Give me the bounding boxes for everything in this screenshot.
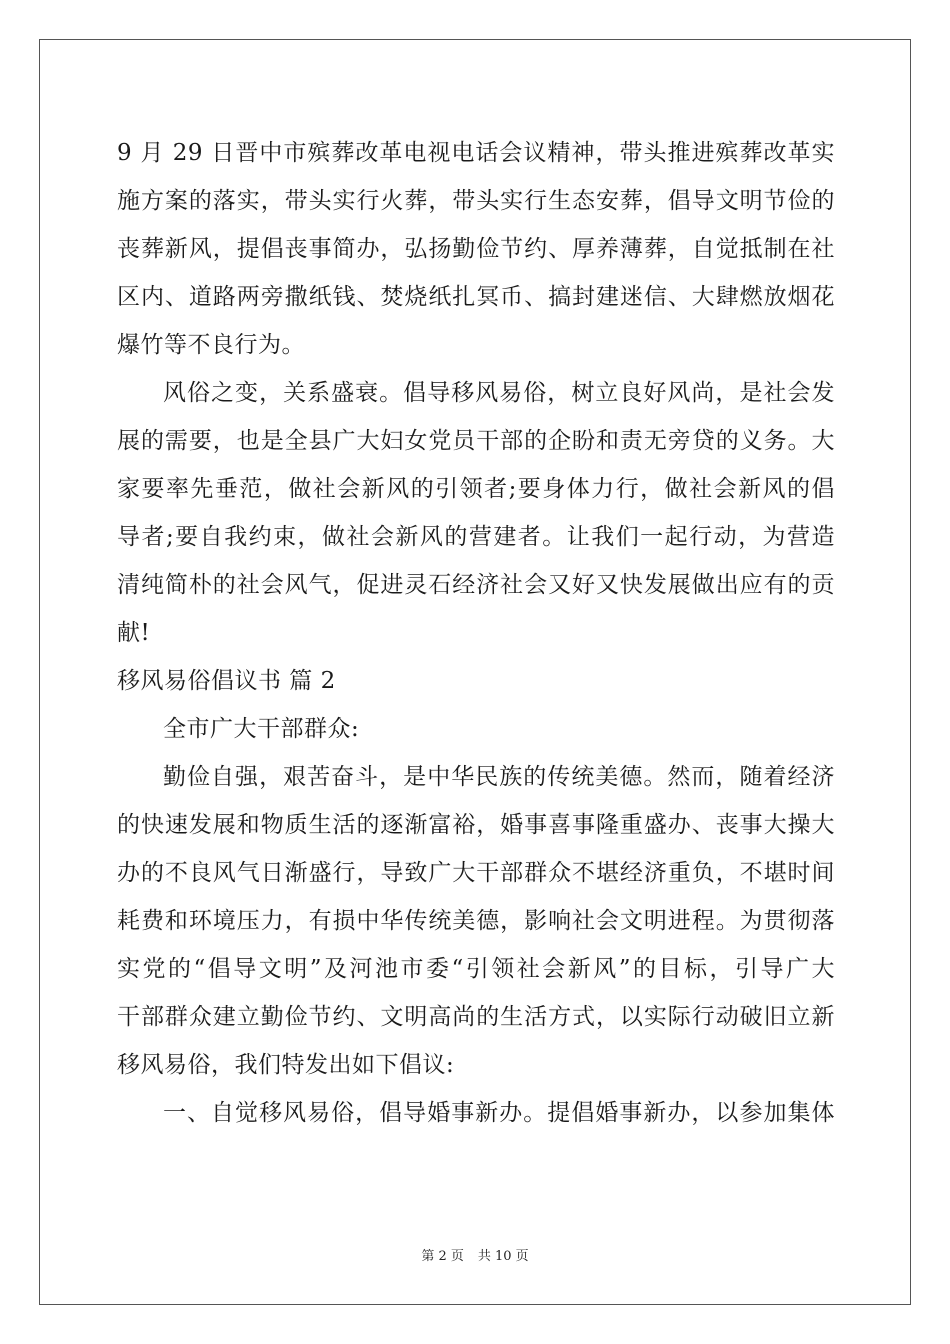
text-line: 9 月 29 日晋中市殡葬改革电视电话会议精神，带头推进殡葬改革实 xyxy=(117,140,835,166)
document-body xyxy=(117,129,835,1137)
text-line: 移风易俗，我们特发出如下倡议: xyxy=(117,1052,455,1078)
text-line: 耗费和环境压力，有损中华传统美德，影响社会文明进程。为贯彻落 xyxy=(117,908,835,934)
text-line: 区内、道路两旁撒纸钱、焚烧纸扎冥币、搞封建迷信、大肆燃放烟花 xyxy=(117,284,835,310)
text-line: 办的不良风气日渐盛行，导致广大干部群众不堪经济重负，不堪时间 xyxy=(117,860,835,886)
page-footer xyxy=(0,1245,950,1264)
text-line: 爆竹等不良行为。 xyxy=(117,332,305,358)
text-line: 献! xyxy=(117,620,151,646)
text-line: 丧葬新风，提倡丧事简办，弘扬勤俭节约、厚养薄葬，自觉抵制在社 xyxy=(117,236,835,262)
text-line: 导者;要自我约束，做社会新风的营建者。让我们一起行动，为营造 xyxy=(117,524,835,550)
text-line: 移风易俗倡议书 篇 2 xyxy=(117,668,336,694)
text-line: 展的需要，也是全县广大妇女党员干部的企盼和责无旁贷的义务。大 xyxy=(117,428,835,454)
text-line: 干部群众建立勤俭节约、文明高尚的生活方式，以实际行动破旧立新 xyxy=(117,1004,835,1030)
text-line: 一、自觉移风易俗，倡导婚事新办。提倡婚事新办，以参加集体 xyxy=(163,1100,835,1126)
text-line: 的快速发展和物质生活的逐渐富裕，婚事喜事隆重盛办、丧事大操大 xyxy=(117,812,835,838)
text-line: 施方案的落实，带头实行火葬，带头实行生态安葬，倡导文明节俭的 xyxy=(117,188,835,214)
text-line: 风俗之变，关系盛衰。倡导移风易俗，树立良好风尚，是社会发 xyxy=(163,380,835,406)
page-number: 第 2 页 xyxy=(421,1249,464,1264)
text-line: 实党的“倡导文明”及河池市委“引领社会新风”的目标，引导广大 xyxy=(117,956,835,982)
text-line: 全市广大干部群众: xyxy=(163,716,360,742)
text-line: 清纯简朴的社会风气，促进灵石经济社会又好又快发展做出应有的贡 xyxy=(117,572,835,598)
page-total: 共 10 页 xyxy=(477,1249,529,1264)
text-line: 勤俭自强，艰苦奋斗，是中华民族的传统美德。然而，随着经济 xyxy=(163,764,835,790)
text-line: 家要率先垂范，做社会新风的引领者;要身体力行，做社会新风的倡 xyxy=(117,476,835,502)
